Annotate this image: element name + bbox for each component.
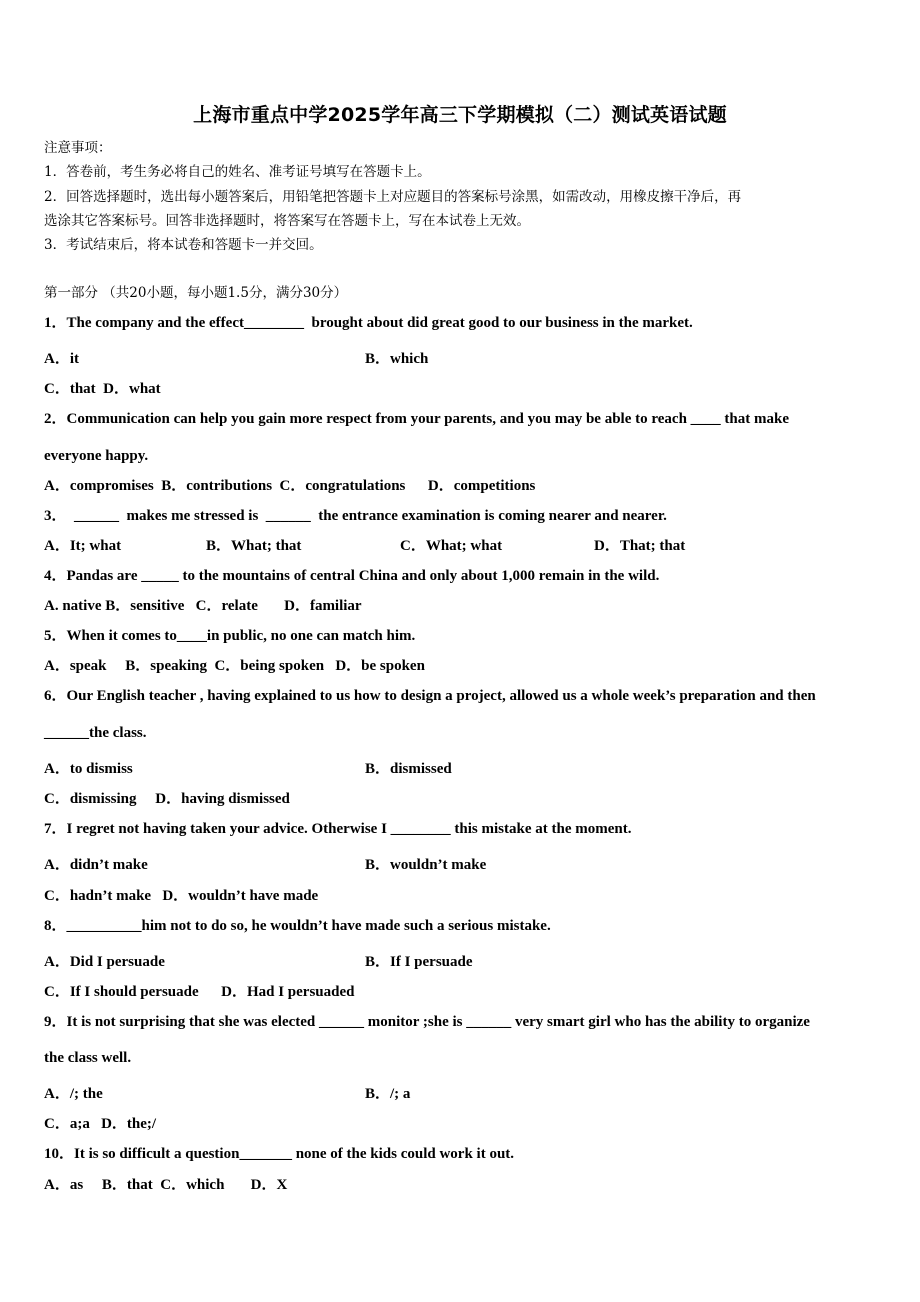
option: C．If I should persuade D．Had I persuaded [44, 984, 355, 1000]
option: B．which [365, 351, 429, 367]
option: A. native B．sensitive C．relate D．familiar [44, 598, 362, 614]
question-stem: 4．Pandas are _____ to the mountains of central China and only about 1,000 remain in the wild. [44, 568, 660, 584]
question-stem-continued: the class well. [44, 1050, 132, 1066]
option: A．Did I persuade [44, 954, 165, 970]
notice-heading: 注意事项： [44, 140, 112, 156]
option: D．That; that [594, 538, 686, 554]
question-stem: 5．When it comes to____in public, no one can match him. [44, 628, 416, 644]
option: B．/; a [365, 1086, 411, 1102]
option: B．If I persuade [365, 954, 473, 970]
notice-item: 2．回答选择题时，选出每小题答案后，用铅笔把答题卡上对应题目的答案标号涂黑，如需改动，用橡皮擦干净后，再 [44, 189, 742, 205]
section-label: 第一部分 （共20小题，每小题1.5分，满分30分） [44, 285, 348, 301]
question-stem: 8．__________him not to do so, he wouldn’t have made such a serious mistake. [44, 918, 551, 934]
option: C．a;a D．the;/ [44, 1116, 157, 1132]
option: C．dismissing D．having dismissed [44, 791, 290, 807]
option: C．hadn’t make D．wouldn’t have made [44, 888, 319, 904]
question-stem: 3． ______ makes me stressed is ______ the entrance examination is coming nearer and nearer. [44, 508, 667, 524]
question-stem: 9．It is not surprising that she was elected ______ monitor ;she is ______ very smart girl who has the ability to organize [44, 1014, 810, 1030]
question-stem: 1．The company and the effect________ brought about did great good to our business in the market. [44, 315, 693, 331]
option: A．It; what [44, 538, 122, 554]
question-stem: 2．Communication can help you gain more respect from your parents, and you may be able to reach ____ that make [44, 411, 789, 427]
question-stem: 7．I regret not having taken your advice. Otherwise I ________ this mistake at the moment. [44, 821, 632, 837]
option: A．speak B．speaking C．being spoken D．be spoken [44, 658, 425, 674]
notice-item: 选涂其它答案标号。回答非选择题时，将答案写在答题卡上，写在本试卷上无效。 [44, 213, 530, 229]
option: B．dismissed [365, 761, 452, 777]
question-stem: 10．It is so difficult a question_______ none of the kids could work it out. [44, 1146, 515, 1162]
question-stem: 6．Our English teacher , having explained to us how to design a project, allowed us a whole week’s preparation and then [44, 688, 816, 704]
option: A．compromises B．contributions C．congratulations D．competitions [44, 478, 536, 494]
notice-item: 3．考试结束后，将本试卷和答题卡一并交回。 [44, 237, 323, 253]
page-title: 上海市重点中学2025学年高三下学期模拟（二）测试英语试题 [193, 104, 727, 126]
option: A．as B．that C．which D．X [44, 1177, 288, 1193]
option: A．/; the [44, 1086, 103, 1102]
option: C．that D．what [44, 381, 161, 397]
option: C．What; what [400, 538, 503, 554]
option: A．it [44, 351, 79, 367]
notice-item: 1．答卷前，考生务必将自己的姓名、准考证号填写在答题卡上。 [44, 164, 431, 180]
option: B．wouldn’t make [365, 857, 487, 873]
option: B．What; that [206, 538, 302, 554]
question-stem-continued: ______the class. [44, 725, 147, 741]
option: A．didn’t make [44, 857, 148, 873]
question-stem-continued: everyone happy. [44, 448, 149, 464]
option: A．to dismiss [44, 761, 133, 777]
